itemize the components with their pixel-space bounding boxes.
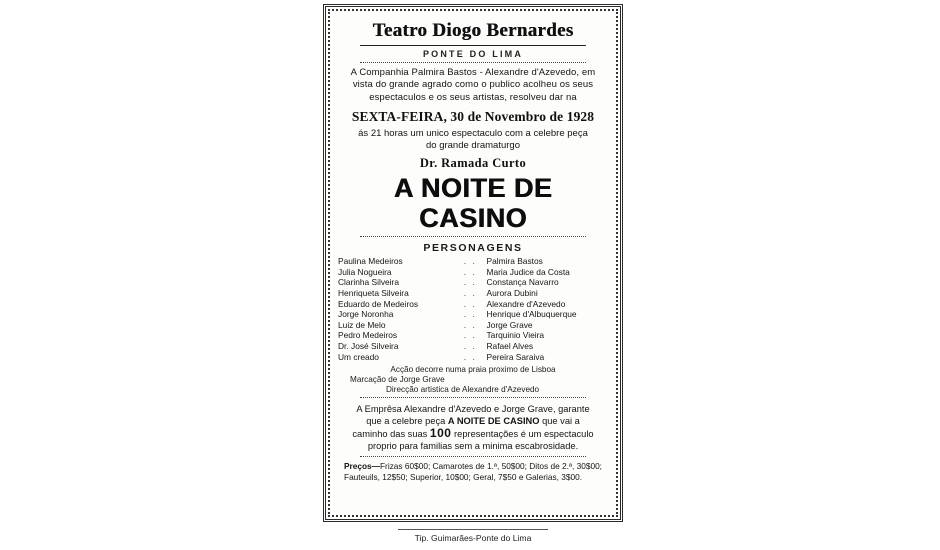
performance-date: SEXTA-FEIRA, 30 de Novembro de 1928 bbox=[351, 109, 595, 125]
company-guarantee-blurb bbox=[348, 403, 598, 452]
table-row bbox=[338, 267, 608, 278]
cast-role: Pedro Medeiros bbox=[338, 330, 398, 341]
table-row bbox=[338, 330, 608, 341]
theatre-name: Teatro Diogo Bernardes bbox=[372, 20, 574, 41]
cast-role: Um creado bbox=[338, 351, 379, 362]
cast-role: Henriqueta Silveira bbox=[338, 288, 409, 298]
printer-divider bbox=[398, 529, 548, 530]
cast-dots: . . bbox=[463, 351, 477, 362]
table-row bbox=[338, 288, 608, 299]
playbill-inner bbox=[331, 11, 615, 516]
cast-role: Clarinha Silveira bbox=[338, 277, 399, 288]
divider-city bbox=[360, 62, 586, 63]
cast-actor: Rafael Alves bbox=[486, 340, 534, 351]
cast-role: Julia Nogueira bbox=[338, 266, 392, 277]
cast-dots: . . bbox=[463, 256, 477, 267]
ticket-prices bbox=[344, 461, 602, 482]
playwright-name: Dr. Ramada Curto bbox=[419, 156, 527, 171]
cast-dots: . . bbox=[463, 288, 477, 298]
direction-credit: Direcção artistica de Alexandre d'Azevedo bbox=[386, 385, 540, 395]
table-row bbox=[338, 352, 608, 363]
prices-label: Preços— bbox=[344, 461, 380, 472]
play-title: A NOITE DE CASINO bbox=[393, 173, 553, 234]
cast-role: Jorge Noronha bbox=[338, 309, 394, 320]
printer-name: Tip. Guimarães-Ponte do Lima bbox=[414, 533, 532, 543]
theatre-playbill bbox=[323, 4, 623, 522]
cast-dots: . . bbox=[463, 330, 477, 341]
blurb-part-one: A Emprêsa Alexandre d'Azevedo e Jorge Grave, garante que a celebre peça bbox=[356, 404, 590, 427]
cast-actor: Alexandre d'Azevedo bbox=[486, 298, 566, 309]
printer-credit bbox=[323, 529, 623, 543]
divider-prices bbox=[360, 456, 586, 457]
staging-credit: Marcação de Jorge Grave bbox=[350, 375, 445, 385]
intro-paragraph: A Companhia Palmira Bastos - Alexandre d'Azevedo, em vista do grande agrado como o publico acolheu os seus espectaculos e os seus artistas, resolveu dar na bbox=[350, 67, 596, 103]
cast-actor: Jorge Grave bbox=[486, 319, 533, 330]
table-row bbox=[338, 299, 608, 310]
cast-role: Luiz de Melo bbox=[338, 319, 386, 330]
cast-role: Eduardo de Medeiros bbox=[338, 298, 419, 309]
city-label: PONTE DO LIMA bbox=[422, 49, 524, 59]
cast-table bbox=[338, 256, 608, 362]
cast-actor: Aurora Dubini bbox=[486, 288, 538, 298]
cast-actor: Tarquinio Vieira bbox=[486, 330, 545, 341]
cast-actor: Palmira Bastos bbox=[486, 256, 543, 267]
blurb-play-title: A NOITE DE CASINO bbox=[447, 416, 540, 427]
cast-actor: Maria Judice da Costa bbox=[486, 266, 570, 277]
table-row bbox=[338, 277, 608, 288]
cast-dots: . . bbox=[463, 298, 477, 309]
table-row bbox=[338, 320, 608, 331]
blurb-performance-count: 100 bbox=[429, 426, 452, 441]
cast-dots: . . bbox=[463, 266, 477, 277]
cast-dots: . . bbox=[463, 340, 477, 351]
divider-title bbox=[360, 236, 586, 237]
cast-dots: . . bbox=[463, 319, 477, 330]
cast-role: Paulina Medeiros bbox=[338, 256, 403, 267]
cast-dots: . . bbox=[463, 309, 477, 320]
cast-actor: Pereira Saraiva bbox=[486, 351, 545, 362]
table-row bbox=[338, 341, 608, 352]
divider-blurb bbox=[360, 397, 586, 398]
cast-role: Dr. José Silveira bbox=[338, 340, 399, 351]
table-row bbox=[338, 256, 608, 267]
table-row bbox=[338, 309, 608, 320]
blurb-part-two: que vai a caminho das suas bbox=[352, 416, 580, 440]
cast-actor: Henrique d'Albuquerque bbox=[486, 309, 577, 320]
prices-values: Frizas 60$00; Camarotes de 1.ª, 50$00; Ditos de 2.ª, 30$00; Fauteuils, 12$50; Superior, 10$00; Geral, 7$50 e Galerias, 3$00. bbox=[344, 461, 602, 482]
performance-time-note: ás 21 horas um unico espectaculo com a celebre peça do grande dramaturgo bbox=[358, 128, 588, 152]
cast-dots: . . bbox=[463, 277, 477, 288]
blurb-part-three: representações é um espectaculo proprio para familias sem a minima escabrosidade. bbox=[367, 429, 594, 452]
setting-note: Acção decorre numa praia proximo de Lisboa bbox=[390, 365, 556, 375]
divider-top bbox=[360, 45, 586, 46]
cast-header: PERSONAGENS bbox=[423, 242, 523, 255]
cast-actor: Constança Navarro bbox=[486, 277, 559, 288]
